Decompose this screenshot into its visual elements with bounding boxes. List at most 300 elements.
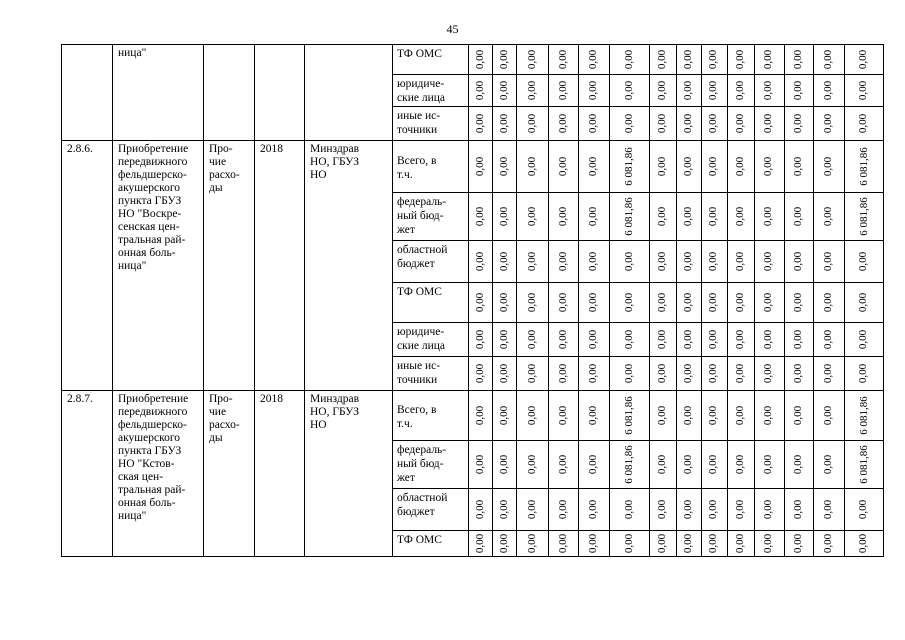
value-text: 0,00 xyxy=(498,533,510,554)
value-cell xyxy=(727,323,754,357)
value-cell xyxy=(517,141,549,193)
value-text: 0,00 xyxy=(762,454,775,475)
value-text: 0,00 xyxy=(656,454,668,475)
value-cell xyxy=(754,45,784,75)
value-text: 0,00 xyxy=(822,49,834,70)
value-cell xyxy=(784,391,813,441)
value-text: 0,00 xyxy=(474,206,486,227)
value-cell xyxy=(493,357,517,391)
funding-source: юридиче- ские лица xyxy=(393,323,469,357)
budget-table xyxy=(61,44,884,557)
value-cell xyxy=(813,45,844,75)
value-text: 0,00 xyxy=(734,156,746,177)
value-cell xyxy=(549,357,579,391)
value-cell xyxy=(517,531,549,557)
value-text: 0,00 xyxy=(682,499,694,520)
item-code: 2.8.6. xyxy=(62,141,113,391)
value-text: 0,00 xyxy=(656,251,668,272)
value-cell xyxy=(610,489,650,531)
value-text: 0,00 xyxy=(656,329,668,350)
value-cell xyxy=(784,107,813,141)
value-cell xyxy=(727,141,754,193)
value-cell xyxy=(813,531,844,557)
value-cell xyxy=(701,489,727,531)
funding-source: ТФ ОМС xyxy=(393,531,469,557)
value-cell xyxy=(754,283,784,323)
value-text: 0,00 xyxy=(498,206,510,227)
value-cell xyxy=(469,489,493,531)
value-text: 0,00 xyxy=(557,251,569,272)
value-text: 0,00 xyxy=(622,80,635,101)
value-text: 0,00 xyxy=(792,405,804,426)
value-text: 0,00 xyxy=(792,80,804,101)
value-text: 6 081,86 xyxy=(622,147,635,186)
value-cell xyxy=(549,193,579,241)
value-cell xyxy=(701,357,727,391)
funding-source: Всего, в т.ч. xyxy=(393,141,469,193)
value-text: 0,00 xyxy=(474,499,486,520)
value-text: 0,00 xyxy=(587,113,600,134)
value-cell xyxy=(701,391,727,441)
value-cell xyxy=(727,241,754,283)
value-cell xyxy=(610,441,650,489)
value-cell xyxy=(784,357,813,391)
value-text: 0,00 xyxy=(498,329,510,350)
value-cell xyxy=(549,323,579,357)
value-cell xyxy=(610,107,650,141)
value-text: 0,00 xyxy=(857,113,870,134)
value-text: 6 081,86 xyxy=(622,445,635,484)
value-cell xyxy=(549,241,579,283)
value-cell xyxy=(469,241,493,283)
table-row xyxy=(62,391,884,441)
value-text: 0,00 xyxy=(762,156,775,177)
value-text: 0,00 xyxy=(822,113,834,134)
value-cell xyxy=(579,193,610,241)
value-cell xyxy=(754,323,784,357)
value-cell xyxy=(649,357,676,391)
value-cell xyxy=(727,531,754,557)
funding-source: областной бюджет xyxy=(393,489,469,531)
value-cell xyxy=(579,45,610,75)
value-text: 0,00 xyxy=(734,113,746,134)
value-text: 0,00 xyxy=(792,113,804,134)
value-text: 0,00 xyxy=(857,80,870,101)
value-cell xyxy=(493,391,517,441)
value-cell xyxy=(784,141,813,193)
value-cell xyxy=(727,357,754,391)
value-cell xyxy=(549,391,579,441)
value-cell xyxy=(610,141,650,193)
value-text: 0,00 xyxy=(682,329,694,350)
value-cell xyxy=(649,531,676,557)
value-cell xyxy=(610,45,650,75)
value-cell xyxy=(701,193,727,241)
value-text: 0,00 xyxy=(792,329,804,350)
value-cell xyxy=(469,107,493,141)
item-year xyxy=(255,45,305,141)
value-text: 0,00 xyxy=(587,251,600,272)
value-text: 0,00 xyxy=(474,156,486,177)
value-cell xyxy=(610,75,650,107)
value-text: 0,00 xyxy=(587,405,600,426)
value-cell xyxy=(493,441,517,489)
item-year: 2018 xyxy=(255,391,305,557)
value-text: 0,00 xyxy=(682,405,694,426)
value-cell xyxy=(676,357,701,391)
value-text: 0,00 xyxy=(587,49,600,70)
value-cell xyxy=(549,531,579,557)
table-row xyxy=(62,141,884,193)
value-text: 0,00 xyxy=(526,405,538,426)
value-text: 0,00 xyxy=(822,156,834,177)
value-text: 0,00 xyxy=(557,292,569,313)
value-text: 0,00 xyxy=(682,533,694,554)
value-text: 0,00 xyxy=(734,329,746,350)
value-text: 0,00 xyxy=(656,206,668,227)
value-text: 0,00 xyxy=(707,454,720,475)
value-cell xyxy=(754,391,784,441)
value-text: 0,00 xyxy=(822,405,834,426)
value-text: 0,00 xyxy=(656,113,668,134)
value-text: 0,00 xyxy=(857,533,870,554)
value-text: 0,00 xyxy=(474,80,486,101)
value-text: 0,00 xyxy=(526,251,538,272)
value-cell xyxy=(813,107,844,141)
value-cell xyxy=(676,531,701,557)
page-number: 45 xyxy=(446,22,459,36)
item-name: Приобретение передвижного фельдшерско- акушерского пункта ГБУЗ НО "Кстов- ская цен- тральная рай- онная боль- ница" xyxy=(113,391,204,557)
item-name: ница" xyxy=(113,45,204,141)
value-cell xyxy=(701,141,727,193)
value-cell xyxy=(469,283,493,323)
item-category xyxy=(204,45,255,141)
value-cell xyxy=(469,391,493,441)
value-text: 0,00 xyxy=(822,329,834,350)
value-cell xyxy=(517,489,549,531)
value-cell xyxy=(676,45,701,75)
value-text: 0,00 xyxy=(707,363,720,384)
value-cell xyxy=(676,489,701,531)
value-text: 0,00 xyxy=(762,251,775,272)
value-cell xyxy=(517,75,549,107)
value-text: 0,00 xyxy=(792,206,804,227)
value-text: 0,00 xyxy=(526,363,538,384)
value-cell xyxy=(676,241,701,283)
value-cell xyxy=(813,391,844,441)
value-cell xyxy=(517,391,549,441)
value-cell xyxy=(701,283,727,323)
value-text: 0,00 xyxy=(734,206,746,227)
value-text: 0,00 xyxy=(622,113,635,134)
value-text: 0,00 xyxy=(557,454,569,475)
value-text: 0,00 xyxy=(792,292,804,313)
value-cell xyxy=(813,441,844,489)
value-cell xyxy=(784,441,813,489)
value-text: 0,00 xyxy=(587,292,600,313)
value-text: 0,00 xyxy=(734,80,746,101)
value-cell xyxy=(813,141,844,193)
value-cell xyxy=(844,489,884,531)
value-text: 0,00 xyxy=(526,499,538,520)
value-cell xyxy=(754,441,784,489)
value-cell xyxy=(844,45,884,75)
value-text: 0,00 xyxy=(498,80,510,101)
value-text: 0,00 xyxy=(682,363,694,384)
value-cell xyxy=(610,283,650,323)
value-text: 0,00 xyxy=(656,292,668,313)
value-text: 0,00 xyxy=(857,292,870,313)
value-cell xyxy=(813,193,844,241)
value-cell xyxy=(701,323,727,357)
value-cell xyxy=(727,391,754,441)
value-cell xyxy=(844,193,884,241)
value-text: 0,00 xyxy=(498,454,510,475)
value-text: 0,00 xyxy=(707,533,720,554)
table-row xyxy=(62,45,884,75)
value-text: 0,00 xyxy=(682,49,694,70)
value-cell xyxy=(469,323,493,357)
value-text: 0,00 xyxy=(762,499,775,520)
value-cell xyxy=(579,391,610,441)
value-text: 0,00 xyxy=(734,533,746,554)
value-text: 0,00 xyxy=(707,499,720,520)
value-text: 0,00 xyxy=(822,363,834,384)
value-text: 0,00 xyxy=(707,251,720,272)
value-text: 0,00 xyxy=(474,405,486,426)
value-cell xyxy=(610,531,650,557)
value-cell xyxy=(813,357,844,391)
value-text: 0,00 xyxy=(792,533,804,554)
value-cell xyxy=(493,323,517,357)
value-text: 0,00 xyxy=(656,405,668,426)
value-cell xyxy=(813,489,844,531)
value-cell xyxy=(813,323,844,357)
value-text: 0,00 xyxy=(557,206,569,227)
value-text: 6 081,86 xyxy=(857,396,870,435)
value-text: 0,00 xyxy=(734,292,746,313)
value-text: 0,00 xyxy=(622,292,635,313)
value-cell xyxy=(649,107,676,141)
value-cell xyxy=(579,357,610,391)
value-text: 0,00 xyxy=(557,49,569,70)
value-text: 0,00 xyxy=(498,405,510,426)
value-cell xyxy=(649,323,676,357)
value-cell xyxy=(844,241,884,283)
value-text: 6 081,86 xyxy=(622,197,635,236)
value-text: 0,00 xyxy=(587,363,600,384)
value-cell xyxy=(579,241,610,283)
funding-source: федераль- ный бюд- жет xyxy=(393,193,469,241)
value-text: 0,00 xyxy=(707,405,720,426)
value-cell xyxy=(676,107,701,141)
value-cell xyxy=(493,193,517,241)
value-cell xyxy=(579,489,610,531)
value-cell xyxy=(701,241,727,283)
value-cell xyxy=(754,193,784,241)
value-cell xyxy=(784,75,813,107)
value-cell xyxy=(493,283,517,323)
value-cell xyxy=(727,193,754,241)
value-text: 0,00 xyxy=(622,533,635,554)
value-cell xyxy=(549,489,579,531)
value-text: 0,00 xyxy=(557,533,569,554)
value-cell xyxy=(469,45,493,75)
value-text: 0,00 xyxy=(857,329,870,350)
value-text: 0,00 xyxy=(762,363,775,384)
value-cell xyxy=(754,241,784,283)
value-text: 0,00 xyxy=(498,292,510,313)
value-cell xyxy=(813,241,844,283)
value-text: 0,00 xyxy=(792,156,804,177)
value-text: 0,00 xyxy=(822,292,834,313)
value-text: 0,00 xyxy=(822,251,834,272)
value-cell xyxy=(813,75,844,107)
value-cell xyxy=(844,107,884,141)
value-text: 0,00 xyxy=(498,49,510,70)
value-text: 0,00 xyxy=(822,454,834,475)
value-cell xyxy=(517,441,549,489)
value-cell xyxy=(844,323,884,357)
value-text: 0,00 xyxy=(557,363,569,384)
value-text: 0,00 xyxy=(822,533,834,554)
value-cell xyxy=(784,283,813,323)
value-cell xyxy=(517,107,549,141)
funding-source: областной бюджет xyxy=(393,241,469,283)
value-text: 0,00 xyxy=(682,156,694,177)
value-cell xyxy=(549,441,579,489)
value-cell xyxy=(517,323,549,357)
value-text: 0,00 xyxy=(682,206,694,227)
value-cell xyxy=(649,489,676,531)
value-text: 0,00 xyxy=(656,49,668,70)
value-text: 0,00 xyxy=(682,292,694,313)
value-text: 0,00 xyxy=(682,251,694,272)
value-text: 0,00 xyxy=(557,405,569,426)
value-cell xyxy=(844,391,884,441)
value-text: 0,00 xyxy=(526,113,538,134)
value-cell xyxy=(676,323,701,357)
value-cell xyxy=(676,75,701,107)
item-category: Про- чие расхо- ды xyxy=(204,141,255,391)
value-cell xyxy=(754,141,784,193)
value-cell xyxy=(844,441,884,489)
value-cell xyxy=(784,489,813,531)
value-cell xyxy=(579,107,610,141)
value-cell xyxy=(649,441,676,489)
value-cell xyxy=(727,283,754,323)
value-text: 0,00 xyxy=(707,156,720,177)
value-text: 0,00 xyxy=(474,363,486,384)
value-cell xyxy=(469,141,493,193)
value-cell xyxy=(754,489,784,531)
value-text: 0,00 xyxy=(526,156,538,177)
value-text: 0,00 xyxy=(498,251,510,272)
value-cell xyxy=(517,45,549,75)
value-text: 0,00 xyxy=(526,49,538,70)
value-text: 0,00 xyxy=(557,329,569,350)
value-cell xyxy=(727,107,754,141)
value-text: 0,00 xyxy=(526,206,538,227)
value-text: 0,00 xyxy=(762,113,775,134)
value-text: 0,00 xyxy=(587,499,600,520)
value-cell xyxy=(469,75,493,107)
value-text: 0,00 xyxy=(762,49,775,70)
item-executor: Минздрав НО, ГБУЗ НО xyxy=(305,391,393,557)
funding-source: федераль- ный бюд- жет xyxy=(393,441,469,489)
value-text: 0,00 xyxy=(526,329,538,350)
value-text: 0,00 xyxy=(682,454,694,475)
value-text: 0,00 xyxy=(792,363,804,384)
funding-source: юридиче- ские лица xyxy=(393,75,469,107)
value-text: 0,00 xyxy=(682,80,694,101)
value-text: 0,00 xyxy=(474,329,486,350)
value-text: 0,00 xyxy=(656,80,668,101)
value-text: 0,00 xyxy=(792,499,804,520)
value-text: 0,00 xyxy=(762,405,775,426)
value-text: 0,00 xyxy=(557,113,569,134)
value-cell xyxy=(727,75,754,107)
value-text: 0,00 xyxy=(587,206,600,227)
funding-source: иные ис- точники xyxy=(393,357,469,391)
value-text: 0,00 xyxy=(707,113,720,134)
value-cell xyxy=(701,441,727,489)
value-text: 0,00 xyxy=(587,80,600,101)
value-text: 0,00 xyxy=(822,80,834,101)
value-text: 0,00 xyxy=(682,113,694,134)
value-text: 0,00 xyxy=(792,251,804,272)
value-cell xyxy=(701,45,727,75)
value-text: 0,00 xyxy=(557,156,569,177)
value-text: 0,00 xyxy=(474,49,486,70)
value-text: 0,00 xyxy=(792,454,804,475)
value-cell xyxy=(469,441,493,489)
value-text: 0,00 xyxy=(707,206,720,227)
value-text: 0,00 xyxy=(587,156,600,177)
value-cell xyxy=(844,531,884,557)
item-code: 2.8.7. xyxy=(62,391,113,557)
value-text: 0,00 xyxy=(734,49,746,70)
value-cell xyxy=(469,193,493,241)
value-text: 0,00 xyxy=(557,80,569,101)
value-cell xyxy=(493,107,517,141)
value-text: 0,00 xyxy=(707,80,720,101)
value-text: 0,00 xyxy=(822,499,834,520)
value-text: 0,00 xyxy=(474,251,486,272)
value-text: 0,00 xyxy=(526,533,538,554)
item-executor xyxy=(305,45,393,141)
value-cell xyxy=(517,193,549,241)
value-text: 0,00 xyxy=(587,329,600,350)
funding-source: ТФ ОМС xyxy=(393,283,469,323)
value-cell xyxy=(676,141,701,193)
value-text: 0,00 xyxy=(857,251,870,272)
item-code xyxy=(62,45,113,141)
value-cell xyxy=(469,531,493,557)
value-cell xyxy=(754,531,784,557)
value-text: 0,00 xyxy=(587,454,600,475)
value-cell xyxy=(676,283,701,323)
value-text: 0,00 xyxy=(734,251,746,272)
value-cell xyxy=(493,531,517,557)
value-text: 0,00 xyxy=(734,405,746,426)
value-cell xyxy=(754,357,784,391)
value-cell xyxy=(784,323,813,357)
value-text: 0,00 xyxy=(762,329,775,350)
value-cell xyxy=(676,441,701,489)
value-text: 0,00 xyxy=(792,49,804,70)
value-cell xyxy=(493,45,517,75)
